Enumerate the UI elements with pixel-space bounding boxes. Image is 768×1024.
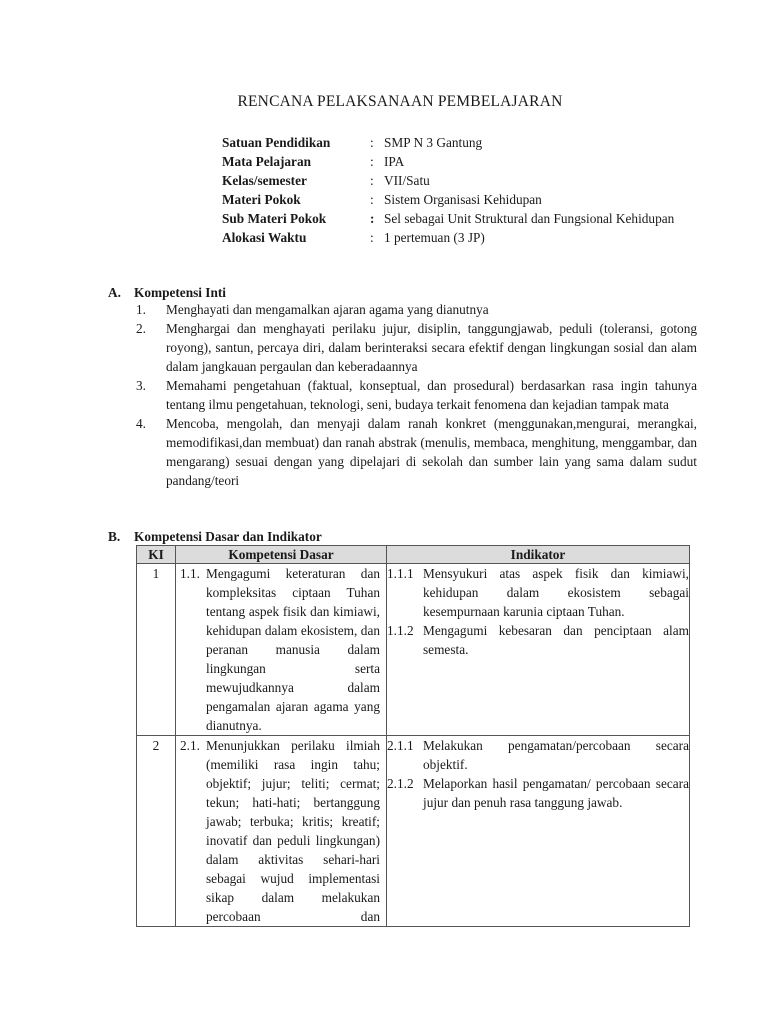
info-value: 1 pertemuan (3 JP) <box>384 230 485 245</box>
list-number: 4. <box>136 416 146 431</box>
indicator-text: Melakukan pengamatan/percobaan secara objektif. <box>423 738 689 772</box>
section-letter: B. <box>108 529 121 544</box>
kd-indikator-table <box>136 545 690 927</box>
info-value: Sistem Organisasi Kehidupan <box>384 192 542 207</box>
list-number: 1. <box>136 302 146 317</box>
list-item <box>136 300 697 319</box>
info-row-submateri <box>222 209 696 228</box>
info-colon: : <box>370 211 375 226</box>
info-colon: : <box>370 173 374 188</box>
info-row-materi <box>222 190 696 209</box>
ki-cell: 1 <box>137 564 176 736</box>
info-row-mapel <box>222 152 696 171</box>
section-title: Kompetensi Inti <box>134 285 226 300</box>
header-indikator: Indikator <box>387 546 690 564</box>
list-item <box>136 376 697 414</box>
table-row <box>137 736 690 927</box>
kd-number: 1.1. <box>180 566 200 581</box>
header-ki: KI <box>137 546 176 564</box>
kd-text: Mengagumi keteraturan dan kompleksitas ciptaan Tuhan tentang aspek fisik dan kimiawi, kehidupan dalam ekosistem, dan peranan manusia dalam lingkungan serta mewujudkannya dalam pengamalan ajaran agama yang dianutnya. <box>206 566 380 733</box>
info-row-alokasi <box>222 228 696 247</box>
info-row-satuan <box>222 133 696 152</box>
indicator-text: Mengagumi kebesaran dan penciptaan alam semesta. <box>423 623 689 657</box>
info-key: Alokasi Waktu <box>222 230 307 245</box>
list-text: Menghayati dan mengamalkan ajaran agama yang dianutnya <box>166 302 489 317</box>
kd-cell <box>176 564 387 736</box>
info-colon: : <box>370 154 374 169</box>
kompetensi-inti-list <box>136 300 697 490</box>
header-kompetensi-dasar: Kompetensi Dasar <box>176 546 387 564</box>
ki-cell: 2 <box>137 736 176 927</box>
indicator-number: 1.1.1 <box>387 566 414 581</box>
info-value: Sel sebagai Unit Struktural dan Fungsional Kehidupan <box>384 211 675 226</box>
document-title: RENCANA PELAKSANAAN PEMBELAJARAN <box>237 93 563 110</box>
indicator-number: 2.1.2 <box>387 776 414 791</box>
info-key: Sub Materi Pokok <box>222 211 327 226</box>
identity-block <box>222 133 696 247</box>
list-text: Mencoba, mengolah, dan menyaji dalam ranah konkret (menggunakan,mengurai, merangkai, memodifikasi,dan membuat) dan ranah abstrak (menulis, membaca, menghitung, menggambar, dan mengarang) sesuai dengan yang dipelajari di sekolah dan sumber lain yang sama dalam sudut pandang/teori <box>166 416 697 488</box>
indicator-number: 2.1.1 <box>387 738 414 753</box>
info-value: SMP N 3 Gantung <box>384 135 483 150</box>
info-key: Materi Pokok <box>222 192 301 207</box>
list-number: 3. <box>136 378 146 393</box>
section-b-heading <box>108 527 322 546</box>
info-row-kelas <box>222 171 696 190</box>
indicator-text: Melaporkan hasil pengamatan/ percobaan secara jujur dan penuh rasa tanggung jawab. <box>423 776 689 810</box>
info-colon: : <box>370 135 374 150</box>
indicator-number: 1.1.2 <box>387 623 414 638</box>
section-title: Kompetensi Dasar dan Indikator <box>134 529 322 544</box>
info-value: IPA <box>384 154 405 169</box>
list-item <box>136 414 697 490</box>
indicator-item <box>387 564 689 621</box>
indicator-item <box>387 774 689 812</box>
kd-number: 2.1. <box>180 738 200 753</box>
list-text: Memahami pengetahuan (faktual, konseptual, dan prosedural) berdasarkan rasa ingin tahunya tentang ilmu pengetahuan, teknologi, seni, budaya terkait fenomena dan kejadian tampak mata <box>166 378 697 412</box>
indicator-text: Mensyukuri atas aspek fisik dan kimiawi, kehidupan dalam ekosistem sebagai kesempurnaan karunia ciptaan Tuhan. <box>423 566 689 619</box>
list-text: Menghargai dan menghayati perilaku jujur, disiplin, tanggungjawab, peduli (toleransi, gotong royong), santun, percaya diri, dalam berinteraksi secara efektif dengan lingkungan sosial dan alam dalam jangkauan pergaulan dan keberadaannya <box>166 321 697 374</box>
table-row <box>137 564 690 736</box>
indicator-item <box>387 736 689 774</box>
section-letter: A. <box>108 285 121 300</box>
kd-text: Menunjukkan perilaku ilmiah (memiliki rasa ingin tahu; objektif; jujur; teliti; cermat; tekun; hati-hati; bertanggung jawab; terbuka; kritis; kreatif; inovatif dan peduli lingkungan) dalam aktivitas sehari-hari sebagai wujud implementasi sikap dalam melakukan percobaan dan <box>206 738 380 924</box>
indikator-cell <box>387 564 690 736</box>
info-value: VII/Satu <box>384 173 430 188</box>
list-number: 2. <box>136 321 146 336</box>
info-key: Kelas/semester <box>222 173 307 188</box>
table-header-row <box>137 546 690 564</box>
info-key: Satuan Pendidikan <box>222 135 331 150</box>
info-key: Mata Pelajaran <box>222 154 311 169</box>
indikator-cell <box>387 736 690 927</box>
list-item <box>136 319 697 376</box>
info-colon: : <box>370 230 374 245</box>
info-colon: : <box>370 192 374 207</box>
indicator-item <box>387 621 689 659</box>
kd-cell <box>176 736 387 927</box>
